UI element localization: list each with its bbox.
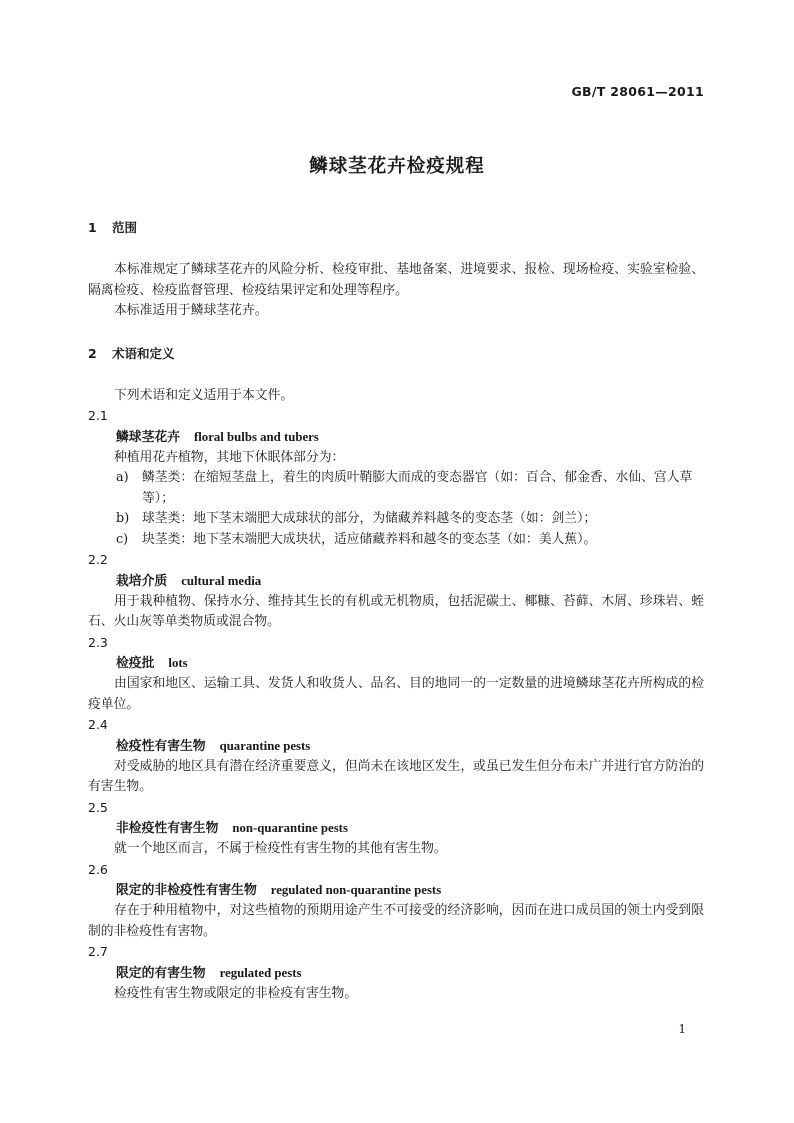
term-english: floral bulbs and tubers (193, 429, 319, 444)
section-heading-scope (88, 218, 704, 238)
terms-intro: 下列术语和定义适用于本文件。 (114, 387, 294, 403)
section-number: 1 (88, 220, 97, 235)
scope-paragraph-1: 本标准规定了鳞球茎花卉的风险分析、检疫审批、基地备案、进境要求、报检、现场检疫、实验室检验、隔离检疫、检疫监督管理、检疫结果评定和处理等程序。 (88, 262, 704, 298)
term-english: cultural media (181, 573, 262, 588)
section-title: 范围 (112, 220, 138, 235)
term-english: regulated pests (219, 965, 302, 980)
term-entry (88, 736, 704, 757)
clause-number: 2.2 (88, 552, 108, 567)
clause-number: 2.1 (88, 408, 108, 423)
clause-number: 2.3 (88, 634, 108, 650)
term-definition: 存在于种用植物中，对这些植物的预期用途产生不可接受的经济影响，因而在进口成员国的领土内受到限制的非检疫性有害物。 (88, 903, 704, 939)
term-chinese: 限定的有害生物 (116, 965, 206, 981)
list-marker: b) (116, 511, 130, 526)
standard-code: GB/T 28061—2011 (571, 84, 704, 99)
section-heading-terms (88, 344, 704, 364)
section-number: 2 (88, 345, 97, 361)
clause-number: 2.4 (88, 717, 108, 732)
term-entry (88, 818, 704, 839)
term-chinese: 非检疫性有害生物 (116, 821, 219, 836)
document-title: 鳞球茎花卉检疫规程 (309, 156, 485, 177)
term-definition: 对受威胁的地区具有潜在经济重要意义，但尚未在该地区发生，或虽已发生但分布未广并进行官方防治的有害生物。 (88, 758, 704, 794)
term-entry (88, 653, 704, 674)
term-entry (88, 571, 704, 592)
term-definition: 由国家和地区、运输工具、发货人和收货人、品名、目的地同一的一定数量的进境鳞球茎花卉所构成的检疫单位。 (88, 676, 704, 712)
clause-number: 2.6 (88, 861, 108, 877)
term-definition: 用于栽种植物、保持水分、维持其生长的有机或无机物质，包括泥碳土、椰糠、苔藓、木屑、珍珠岩、蛭石、火山灰等单类物质或混合物。 (88, 593, 704, 629)
page-number: 1 (678, 1022, 686, 1036)
list-text: 块茎类：地下茎末端肥大成块状，适应储藏养料和越冬的变态茎（如：美人蕉）。 (142, 531, 597, 547)
list-marker: a) (116, 470, 129, 485)
term-english: non-quarantine pests (232, 821, 348, 835)
term-definition: 种植用花卉植物，其地下休眠体部分为： (114, 449, 345, 465)
document-body (88, 218, 704, 1004)
list-item (88, 468, 704, 509)
clause-number: 2.7 (88, 944, 108, 959)
term-english: quarantine pests (219, 738, 311, 753)
term-chinese: 鳞球茎花卉 (116, 429, 180, 445)
list-item (88, 509, 704, 530)
term-entry (88, 963, 704, 984)
term-entry (88, 880, 704, 901)
term-chinese: 栽培介质 (116, 573, 168, 589)
list-marker: c) (116, 531, 129, 547)
list-text: 鳞茎类：在缩短茎盘上，着生的肉质叶鞘膨大而成的变态器官（如：百合、郁金香、水仙、宫人草等）； (142, 470, 693, 506)
list-item (88, 530, 704, 551)
scope-paragraph-2: 本标准适用于鳞球茎花卉。 (114, 303, 268, 318)
term-chinese: 检疫批 (116, 656, 155, 671)
clause-number: 2.5 (88, 799, 108, 815)
term-english: regulated non-quarantine pests (270, 883, 442, 897)
term-definition: 检疫性有害生物或限定的非检疫有害生物。 (114, 985, 358, 1001)
term-chinese: 检疫性有害生物 (116, 738, 206, 754)
term-definition: 就一个地区而言，不属于检疫性有害生物的其他有害生物。 (114, 841, 447, 856)
section-title: 术语和定义 (112, 345, 175, 361)
term-chinese: 限定的非检疫性有害生物 (116, 883, 257, 898)
list-text: 球茎类：地下茎末端肥大成球状的部分，为储藏养料越冬的变态茎（如：剑兰）； (142, 511, 597, 526)
term-english: lots (168, 656, 188, 670)
term-entry (88, 427, 704, 448)
